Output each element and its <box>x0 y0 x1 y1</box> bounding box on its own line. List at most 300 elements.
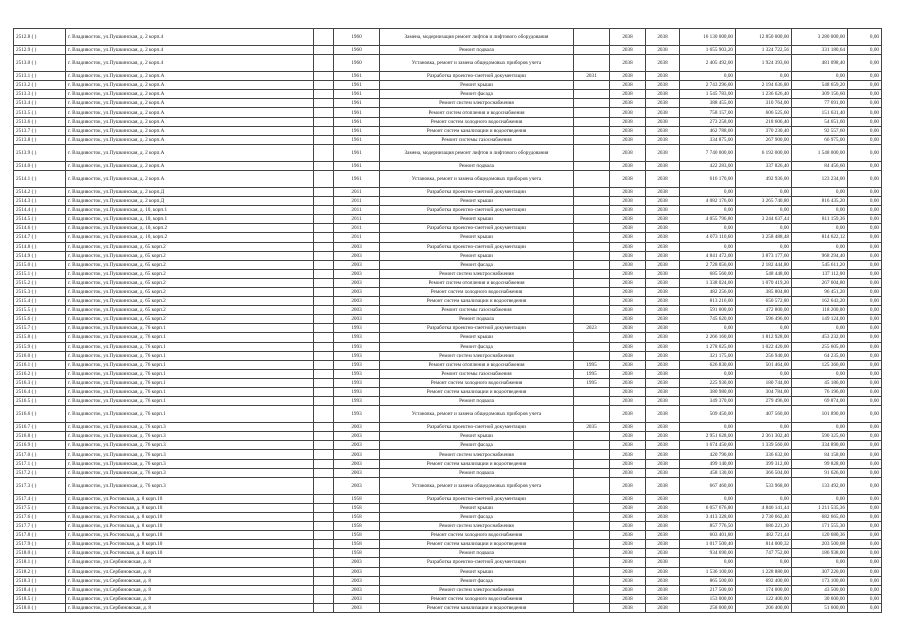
row-number-cell: 2516.0 ( ) <box>14 351 66 360</box>
year-built-cell: 1960 <box>334 29 380 46</box>
owner-cost-cell: 173 100,00 <box>792 576 848 585</box>
other-cost-cell: 0,00 <box>848 197 882 206</box>
address-cell: г. Владивосток, ул.Пушкинская, д. 76 корп.1 <box>66 369 314 378</box>
work-type-cell: Разработка проектно-сметной документации <box>380 206 574 215</box>
blank-cell <box>314 512 334 521</box>
other-cost-cell: 0,00 <box>848 603 882 612</box>
plan-end-cell: 2038 <box>646 306 680 315</box>
owner-cost-cell: 43 500,00 <box>792 585 848 594</box>
address-cell: г. Владивосток, ул.Пушкинская, д. 76 корп.3 <box>66 432 314 441</box>
row-number-cell: 2517.6 ( ) <box>14 512 66 521</box>
other-cost-cell: 0,00 <box>848 72 882 81</box>
plan-start-cell: 2038 <box>610 197 646 206</box>
year-built-cell: 1993 <box>334 351 380 360</box>
plan-end-cell: 2038 <box>646 206 680 215</box>
table-row <box>14 55 882 72</box>
plan-end-cell: 2038 <box>646 46 680 55</box>
owner-cost-cell: 309 156,60 <box>792 90 848 99</box>
owner-cost-cell: 64 235,00 <box>792 351 848 360</box>
plan-end-cell: 2038 <box>646 477 680 494</box>
row-number-cell: 2513.8 ( ) <box>14 135 66 144</box>
plan-end-cell: 2038 <box>646 55 680 72</box>
table-row <box>14 161 882 170</box>
aux-year-cell <box>574 306 610 315</box>
owner-cost-cell: 96 451,20 <box>792 287 848 296</box>
table-row <box>14 406 882 423</box>
row-number-cell: 2516.7 ( ) <box>14 423 66 432</box>
total-cost-cell: 2 743 296,00 <box>680 81 736 90</box>
blank-cell <box>314 378 334 387</box>
total-cost-cell: 4 055 796,80 <box>680 215 736 224</box>
plan-start-cell: 2038 <box>610 512 646 521</box>
row-number-cell: 2517.4 ( ) <box>14 494 66 503</box>
fund-cost-cell: 4 846 141,44 <box>736 503 792 512</box>
other-cost-cell: 0,00 <box>848 90 882 99</box>
fund-cost-cell: 304 784,00 <box>736 388 792 397</box>
total-cost-cell: 1 278 025,00 <box>680 342 736 351</box>
plan-start-cell: 2038 <box>610 306 646 315</box>
total-cost-cell: 857 776,50 <box>680 522 736 531</box>
plan-end-cell: 2038 <box>646 585 680 594</box>
blank-cell <box>314 90 334 99</box>
year-built-cell: 1961 <box>334 90 380 99</box>
row-number-cell: 2515.7 ( ) <box>14 324 66 333</box>
address-cell: г. Владивосток, ул.Пушкинская, д. 2 корп.А <box>66 90 314 99</box>
address-cell: г. Владивосток, ул.Пушкинская, д. 10, корп.1 <box>66 206 314 215</box>
work-type-cell: Ремонт крыши <box>380 81 574 90</box>
aux-year-cell <box>574 90 610 99</box>
owner-cost-cell: 0,00 <box>792 494 848 503</box>
fund-cost-cell: 407 560,00 <box>736 406 792 423</box>
row-number-cell: 2518.5 ( ) <box>14 594 66 603</box>
year-built-cell: 1958 <box>334 549 380 558</box>
table-row <box>14 170 882 187</box>
address-cell: г. Владивосток, ул.Пушкинская, д. 2 корп.Д <box>66 187 314 196</box>
owner-cost-cell: 0,00 <box>792 72 848 81</box>
table-row <box>14 603 882 612</box>
row-number-cell: 2516.1 ( ) <box>14 360 66 369</box>
plan-end-cell: 2038 <box>646 197 680 206</box>
plan-end-cell: 2038 <box>646 251 680 260</box>
owner-cost-cell: 811 159,36 <box>792 215 848 224</box>
blank-cell <box>314 540 334 549</box>
plan-end-cell: 2038 <box>646 369 680 378</box>
owner-cost-cell: 45 186,00 <box>792 378 848 387</box>
aux-year-cell <box>574 99 610 108</box>
other-cost-cell: 0,00 <box>848 369 882 378</box>
total-cost-cell: 334 875,00 <box>680 135 736 144</box>
aux-year-cell <box>574 297 610 306</box>
work-type-cell: Ремонт крыши <box>380 333 574 342</box>
total-cost-cell: 0,00 <box>680 187 736 196</box>
address-cell: г. Владивосток, ул.Пушкинская, д. 76 корп.3 <box>66 450 314 459</box>
plan-end-cell: 2038 <box>646 287 680 296</box>
blank-cell <box>314 432 334 441</box>
row-number-cell: 2513.6 ( ) <box>14 117 66 126</box>
plan-end-cell: 2038 <box>646 215 680 224</box>
fund-cost-cell: 310 764,00 <box>736 99 792 108</box>
total-cost-cell: 349 370,00 <box>680 397 736 406</box>
blank-cell <box>314 72 334 81</box>
plan-end-cell: 2038 <box>646 117 680 126</box>
blank-cell <box>314 459 334 468</box>
table-row <box>14 324 882 333</box>
row-number-cell: 2517.9 ( ) <box>14 540 66 549</box>
aux-year-cell <box>574 468 610 477</box>
work-type-cell: Ремонт систем электроснабжения <box>380 522 574 531</box>
table-row <box>14 594 882 603</box>
plan-start-cell: 2038 <box>610 90 646 99</box>
plan-start-cell: 2038 <box>610 287 646 296</box>
plan-end-cell: 2038 <box>646 468 680 477</box>
row-number-cell: 2515.3 ( ) <box>14 287 66 296</box>
year-built-cell: 1958 <box>334 512 380 521</box>
table-row <box>14 450 882 459</box>
aux-year-cell <box>574 397 610 406</box>
fund-cost-cell: 267 900,00 <box>736 135 792 144</box>
blank-cell <box>314 441 334 450</box>
owner-cost-cell: 814 622,12 <box>792 233 848 242</box>
aux-year-cell <box>574 144 610 161</box>
owner-cost-cell: 99 828,00 <box>792 459 848 468</box>
aux-year-cell: 2023 <box>574 324 610 333</box>
work-type-cell: Разработка проектно-сметной документации <box>380 72 574 81</box>
work-type-cell: Ремонт крыши <box>380 503 574 512</box>
table-row <box>14 342 882 351</box>
blank-cell <box>314 567 334 576</box>
year-built-cell: 1961 <box>334 117 380 126</box>
address-cell: г. Владивосток, ул.Пушкинская, д. 2 корп.Д <box>66 197 314 206</box>
table-row <box>14 333 882 342</box>
table-row <box>14 187 882 196</box>
work-type-cell: Ремонт систем отопления и водоснабжения <box>380 360 574 369</box>
owner-cost-cell: 682 665,60 <box>792 512 848 521</box>
year-built-cell: 1958 <box>334 503 380 512</box>
row-number-cell: 2512.9 ( ) <box>14 46 66 55</box>
capital-repair-table <box>13 28 882 613</box>
row-number-cell: 2514.8 ( ) <box>14 242 66 251</box>
table-row <box>14 540 882 549</box>
plan-start-cell: 2038 <box>610 432 646 441</box>
work-type-cell: Ремонт систем электроснабжения <box>380 351 574 360</box>
table-row <box>14 585 882 594</box>
other-cost-cell: 0,00 <box>848 108 882 117</box>
address-cell: г. Владивосток, ул.Пушкинская, д. 2 корп.А <box>66 144 314 161</box>
year-built-cell: 2003 <box>334 242 380 251</box>
total-cost-cell: 482 256,00 <box>680 287 736 296</box>
fund-cost-cell: 1 022 420,00 <box>736 342 792 351</box>
other-cost-cell: 0,00 <box>848 432 882 441</box>
year-built-cell: 2003 <box>334 432 380 441</box>
fund-cost-cell: 692 400,00 <box>736 576 792 585</box>
plan-start-cell: 2038 <box>610 351 646 360</box>
work-type-cell: Ремонт систем электроснабжения <box>380 450 574 459</box>
fund-cost-cell: 2 730 662,40 <box>736 512 792 521</box>
blank-cell <box>314 342 334 351</box>
total-cost-cell: 0,00 <box>680 324 736 333</box>
row-number-cell: 2518.2 ( ) <box>14 567 66 576</box>
aux-year-cell <box>574 197 610 206</box>
blank-cell <box>314 215 334 224</box>
other-cost-cell: 0,00 <box>848 494 882 503</box>
total-cost-cell: 1 545 783,00 <box>680 90 736 99</box>
year-built-cell: 2003 <box>334 567 380 576</box>
fund-cost-cell: 337 826,40 <box>736 161 792 170</box>
total-cost-cell: 153 000,00 <box>680 594 736 603</box>
fund-cost-cell: 482 721,44 <box>736 531 792 540</box>
year-built-cell: 1960 <box>334 55 380 72</box>
table-row <box>14 558 882 567</box>
blank-cell <box>314 406 334 423</box>
total-cost-cell: 380 980,00 <box>680 388 736 397</box>
plan-start-cell: 2038 <box>610 161 646 170</box>
owner-cost-cell: 203 500,08 <box>792 540 848 549</box>
plan-end-cell: 2038 <box>646 99 680 108</box>
row-number-cell: 2515.0 ( ) <box>14 260 66 269</box>
other-cost-cell: 0,00 <box>848 251 882 260</box>
year-built-cell: 1961 <box>334 126 380 135</box>
total-cost-cell: 0,00 <box>680 206 736 215</box>
plan-start-cell: 2038 <box>610 603 646 612</box>
blank-cell <box>314 242 334 251</box>
row-number-cell: 2513.5 ( ) <box>14 108 66 117</box>
work-type-cell: Ремонт систем канализации и водоотведения <box>380 126 574 135</box>
plan-start-cell: 2038 <box>610 459 646 468</box>
aux-year-cell <box>574 135 610 144</box>
blank-cell <box>314 251 334 260</box>
plan-end-cell: 2038 <box>646 450 680 459</box>
year-built-cell: 2003 <box>334 269 380 278</box>
work-type-cell: Ремонт систем канализации и водоотведения <box>380 603 574 612</box>
other-cost-cell: 0,00 <box>848 576 882 585</box>
year-built-cell: 2003 <box>334 585 380 594</box>
plan-end-cell: 2038 <box>646 558 680 567</box>
blank-cell <box>314 315 334 324</box>
address-cell: г. Владивосток, ул.Сербиновская, д. 8 <box>66 594 314 603</box>
blank-cell <box>314 161 334 170</box>
address-cell: г. Владивосток, ул.Пушкинская, д. 76 корп.3 <box>66 423 314 432</box>
blank-cell <box>314 126 334 135</box>
year-built-cell: 2003 <box>334 594 380 603</box>
total-cost-cell: 422 283,00 <box>680 161 736 170</box>
row-number-cell: 2516.8 ( ) <box>14 432 66 441</box>
other-cost-cell: 0,00 <box>848 423 882 432</box>
work-type-cell: Замена, модернизация ремонт лифтов и лифтового оборудования <box>380 144 574 161</box>
total-cost-cell: 813 216,00 <box>680 297 736 306</box>
address-cell: г. Владивосток, ул.Пушкинская, д. 76 корп.3 <box>66 441 314 450</box>
work-type-cell: Ремонт систем холодного водоснабжения <box>380 594 574 603</box>
total-cost-cell: 225 930,00 <box>680 378 736 387</box>
address-cell: г. Владивосток, ул.Ростовская, д. 8 корп.10 <box>66 549 314 558</box>
plan-end-cell: 2038 <box>646 269 680 278</box>
plan-end-cell: 2038 <box>646 441 680 450</box>
address-cell: г. Владивосток, ул.Сербиновская, д. 8 <box>66 558 314 567</box>
blank-cell <box>314 306 334 315</box>
total-cost-cell: 3 413 328,00 <box>680 512 736 521</box>
total-cost-cell: 16 130 000,00 <box>680 29 736 46</box>
address-cell: г. Владивосток, ул.Пушкинская, д. 10, корп.1 <box>66 215 314 224</box>
fund-cost-cell: 492 936,00 <box>736 170 792 187</box>
plan-end-cell: 2038 <box>646 333 680 342</box>
aux-year-cell <box>574 522 610 531</box>
plan-start-cell: 2038 <box>610 46 646 55</box>
fund-cost-cell: 256 940,00 <box>736 351 792 360</box>
owner-cost-cell: 123 234,00 <box>792 170 848 187</box>
aux-year-cell <box>574 242 610 251</box>
plan-start-cell: 2038 <box>610 144 646 161</box>
blank-cell <box>314 423 334 432</box>
address-cell: г. Владивосток, ул.Сербиновская, д. 8 <box>66 603 314 612</box>
work-type-cell: Ремонт систем отопления и водоснабжения <box>380 278 574 287</box>
plan-start-cell: 2038 <box>610 251 646 260</box>
address-cell: г. Владивосток, ул.Сербиновская, д. 8 <box>66 567 314 576</box>
table-row <box>14 468 882 477</box>
address-cell: г. Владивосток, ул.Сербиновская, д. 8 <box>66 585 314 594</box>
row-number-cell: 2513.0 ( ) <box>14 55 66 72</box>
address-cell: г. Владивосток, ул.Пушкинская, д. 65 корп.2 <box>66 315 314 324</box>
blank-cell <box>314 468 334 477</box>
fund-cost-cell: 1 339 560,00 <box>736 441 792 450</box>
row-number-cell: 2517.1 ( ) <box>14 459 66 468</box>
total-cost-cell: 0,00 <box>680 423 736 432</box>
owner-cost-cell: 0,00 <box>792 187 848 196</box>
fund-cost-cell: 0,00 <box>736 187 792 196</box>
address-cell: г. Владивосток, ул.Пушкинская, д. 2 корп.А <box>66 170 314 187</box>
plan-end-cell: 2038 <box>646 388 680 397</box>
blank-cell <box>314 333 334 342</box>
total-cost-cell: 865 500,00 <box>680 576 736 585</box>
other-cost-cell: 0,00 <box>848 450 882 459</box>
owner-cost-cell: 162 643,20 <box>792 297 848 306</box>
owner-cost-cell: 101 890,00 <box>792 406 848 423</box>
row-number-cell: 2513.2 ( ) <box>14 81 66 90</box>
aux-year-cell <box>574 549 610 558</box>
aux-year-cell <box>574 251 610 260</box>
address-cell: г. Владивосток, ул.Пушкинская, д. 2 корп.4 <box>66 55 314 72</box>
other-cost-cell: 0,00 <box>848 278 882 287</box>
table-row <box>14 117 882 126</box>
plan-end-cell: 2038 <box>646 342 680 351</box>
owner-cost-cell: 151 631,40 <box>792 108 848 117</box>
owner-cost-cell: 307 220,00 <box>792 567 848 576</box>
year-built-cell: 2003 <box>334 441 380 450</box>
blank-cell <box>314 558 334 567</box>
table-row <box>14 441 882 450</box>
fund-cost-cell: 2 194 636,80 <box>736 81 792 90</box>
aux-year-cell <box>574 477 610 494</box>
row-number-cell: 2513.4 ( ) <box>14 99 66 108</box>
fund-cost-cell: 399 312,00 <box>736 459 792 468</box>
plan-end-cell: 2038 <box>646 423 680 432</box>
fund-cost-cell: 0,00 <box>736 206 792 215</box>
total-cost-cell: 1 338 024,00 <box>680 278 736 287</box>
other-cost-cell: 0,00 <box>848 99 882 108</box>
row-number-cell: 2518.4 ( ) <box>14 585 66 594</box>
owner-cost-cell: 186 938,00 <box>792 549 848 558</box>
total-cost-cell: 758 157,00 <box>680 108 736 117</box>
aux-year-cell <box>574 494 610 503</box>
table-row <box>14 503 882 512</box>
table-row <box>14 297 882 306</box>
total-cost-cell: 388 455,00 <box>680 99 736 108</box>
total-cost-cell: 4 073 110,60 <box>680 233 736 242</box>
work-type-cell: Разработка проектно-сметной документации <box>380 224 574 233</box>
other-cost-cell: 0,00 <box>848 170 882 187</box>
owner-cost-cell: 1 211 535,36 <box>792 503 848 512</box>
address-cell: г. Владивосток, ул.Ростовская, д. 8 корп.10 <box>66 522 314 531</box>
table-row <box>14 81 882 90</box>
blank-cell <box>314 81 334 90</box>
year-built-cell: 2003 <box>334 468 380 477</box>
work-type-cell: Ремонт систем холодного водоснабжения <box>380 531 574 540</box>
plan-end-cell: 2038 <box>646 90 680 99</box>
plan-start-cell: 2038 <box>610 269 646 278</box>
table-row <box>14 242 882 251</box>
row-number-cell: 2515.4 ( ) <box>14 297 66 306</box>
blank-cell <box>314 287 334 296</box>
plan-start-cell: 2038 <box>610 378 646 387</box>
table-row <box>14 287 882 296</box>
plan-end-cell: 2038 <box>646 351 680 360</box>
plan-start-cell: 2038 <box>610 126 646 135</box>
fund-cost-cell: 218 606,40 <box>736 117 792 126</box>
aux-year-cell <box>574 432 610 441</box>
plan-start-cell: 2038 <box>610 468 646 477</box>
owner-cost-cell: 51 600,00 <box>792 603 848 612</box>
table-row <box>14 494 882 503</box>
year-built-cell: 1958 <box>334 494 380 503</box>
work-type-cell: Ремонт систем холодного водоснабжения <box>380 287 574 296</box>
row-number-cell: 2517.3 ( ) <box>14 477 66 494</box>
plan-end-cell: 2038 <box>646 260 680 269</box>
year-built-cell: 1993 <box>334 369 380 378</box>
year-built-cell: 1960 <box>334 46 380 55</box>
year-built-cell: 1961 <box>334 99 380 108</box>
work-type-cell: Установка, ремонт и замена общедомовых приборов учета <box>380 55 574 72</box>
row-number-cell: 2517.2 ( ) <box>14 468 66 477</box>
aux-year-cell: 1995 <box>574 360 610 369</box>
table-row <box>14 378 882 387</box>
other-cost-cell: 0,00 <box>848 397 882 406</box>
table-row <box>14 224 882 233</box>
row-number-cell: 2513.3 ( ) <box>14 90 66 99</box>
address-cell: г. Владивосток, ул.Пушкинская, д. 76 корп.1 <box>66 351 314 360</box>
table-row <box>14 512 882 521</box>
work-type-cell: Ремонт систем канализации и водоотведения <box>380 459 574 468</box>
blank-cell <box>314 135 334 144</box>
address-cell: г. Владивосток, ул.Пушкинская, д. 76 корп.1 <box>66 342 314 351</box>
total-cost-cell: 745 620,00 <box>680 315 736 324</box>
fund-cost-cell: 596 496,00 <box>736 315 792 324</box>
owner-cost-cell: 481 098,40 <box>792 55 848 72</box>
work-type-cell: Ремонт систем электроснабжения <box>380 269 574 278</box>
plan-end-cell: 2038 <box>646 531 680 540</box>
plan-end-cell: 2038 <box>646 224 680 233</box>
year-built-cell: 1961 <box>334 161 380 170</box>
fund-cost-cell: 366 504,00 <box>736 468 792 477</box>
other-cost-cell: 0,00 <box>848 459 882 468</box>
work-type-cell: Ремонт подвала <box>380 161 574 170</box>
year-built-cell: 2003 <box>334 306 380 315</box>
address-cell: г. Владивосток, ул.Пушкинская, д. 65 корп.2 <box>66 297 314 306</box>
aux-year-cell <box>574 406 610 423</box>
table-row <box>14 360 882 369</box>
plan-end-cell: 2038 <box>646 360 680 369</box>
fund-cost-cell: 1 324 722,56 <box>736 46 792 55</box>
total-cost-cell: 4 082 176,00 <box>680 197 736 206</box>
other-cost-cell: 0,00 <box>848 81 882 90</box>
total-cost-cell: 1 017 500,40 <box>680 540 736 549</box>
